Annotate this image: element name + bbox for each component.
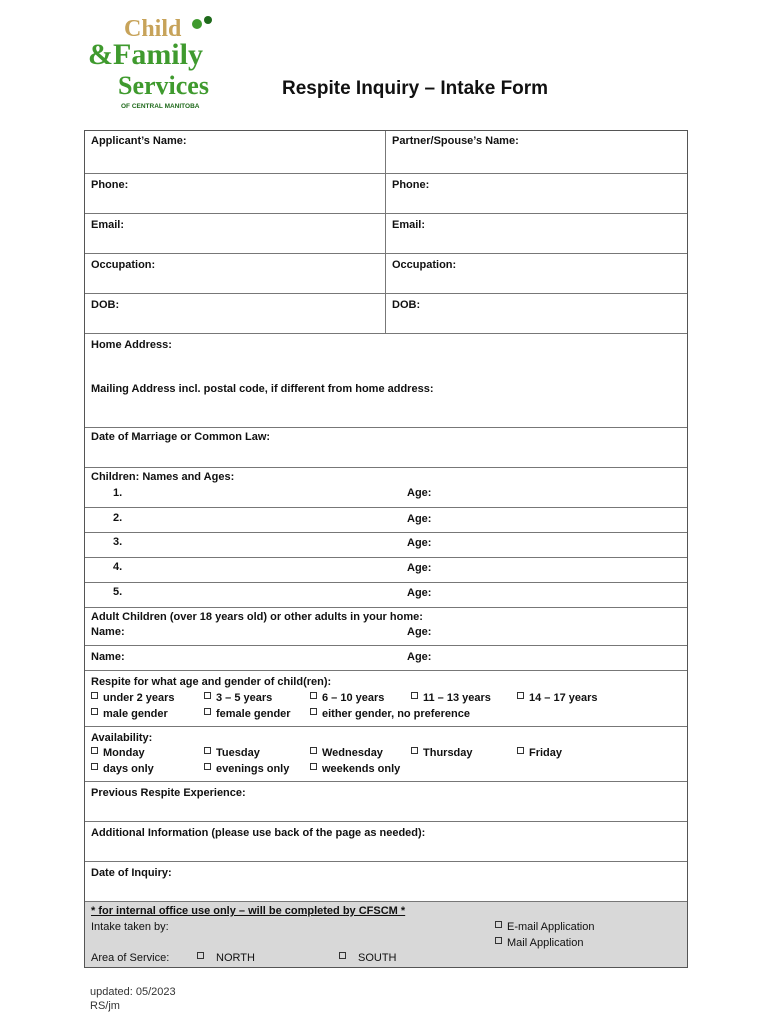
row-area-of-service (85, 953, 687, 967)
logo-line3: Services (118, 71, 209, 100)
day-option-friday[interactable]: Friday (517, 747, 562, 759)
row-email (85, 213, 687, 253)
checkbox-icon (91, 763, 98, 770)
partner-occupation-cell[interactable] (386, 254, 687, 293)
checkbox-icon (310, 763, 317, 770)
checkbox-icon (495, 937, 502, 944)
area-of-service-label: Area of Service: (91, 952, 170, 964)
partner-email-cell[interactable] (386, 214, 687, 253)
time-option-weekends[interactable]: weekends only (310, 763, 400, 775)
previous-experience-label: Previous Respite Experience: (91, 787, 246, 799)
row-occupation (85, 253, 687, 293)
day-option-monday[interactable]: Monday (91, 747, 145, 759)
office-use-note: * for internal office use only – will be completed by CFSCM * (91, 905, 406, 917)
applicant-occupation-cell[interactable] (85, 254, 386, 293)
row-availability (85, 726, 687, 781)
checkbox-icon (517, 692, 524, 699)
row-child-5[interactable] (85, 582, 687, 607)
respite-label: Respite for what age and gender of child(ren): (91, 676, 332, 688)
row-child-2[interactable] (85, 507, 687, 532)
row-child-4[interactable] (85, 557, 687, 582)
day-option-tuesday[interactable]: Tuesday (204, 747, 260, 759)
footer (90, 985, 176, 1013)
checkbox-icon (411, 692, 418, 699)
age-option-6-10[interactable]: 6 – 10 years (310, 692, 384, 704)
child-1-number: 1. (113, 487, 123, 499)
inquiry-date-label: Date of Inquiry: (91, 867, 172, 879)
row-child-1[interactable] (85, 467, 687, 507)
checkbox-icon (411, 747, 418, 754)
home-address-label: Home Address: (91, 339, 172, 351)
checkbox-icon (495, 921, 502, 928)
child-4-age-label: Age: (407, 562, 432, 574)
checkbox-icon (91, 708, 98, 715)
row-child-3[interactable] (85, 532, 687, 557)
marriage-date-label: Date of Marriage or Common Law: (91, 431, 271, 443)
checkbox-icon (517, 747, 524, 754)
checkbox-icon (91, 747, 98, 754)
age-option-11-13[interactable]: 11 – 13 years (411, 692, 491, 704)
mail-application-option[interactable]: Mail Application (495, 937, 583, 949)
partner-dob-label: DOB: (392, 299, 421, 311)
partner-phone-label: Phone: (392, 179, 430, 191)
age-option-under-2[interactable]: under 2 years (91, 692, 175, 704)
row-previous-experience[interactable] (85, 781, 687, 821)
partner-occupation-label: Occupation: (392, 259, 457, 271)
row-respite-preferences (85, 670, 687, 726)
checkbox-icon (204, 747, 211, 754)
checkbox-icon (204, 692, 211, 699)
row-additional-info[interactable] (85, 821, 687, 861)
partner-name-label: Partner/Spouse’s Name: (392, 135, 519, 147)
applicant-email-label: Email: (91, 219, 125, 231)
time-option-days[interactable]: days only (91, 763, 154, 775)
area-option-north[interactable]: NORTH (197, 952, 255, 964)
applicant-occupation-label: Occupation: (91, 259, 156, 271)
checkbox-icon (204, 708, 211, 715)
row-office-use (85, 901, 687, 953)
day-option-wednesday[interactable]: Wednesday (310, 747, 383, 759)
checkbox-icon (310, 747, 317, 754)
email-application-option[interactable]: E-mail Application (495, 921, 594, 933)
checkbox-icon (204, 763, 211, 770)
partner-name-cell[interactable] (386, 131, 687, 173)
additional-info-label: Additional Information (please use back of the page as needed): (91, 827, 426, 839)
checkbox-icon (91, 692, 98, 699)
age-option-14-17[interactable]: 14 – 17 years (517, 692, 598, 704)
availability-label: Availability: (91, 732, 153, 744)
checkbox-icon (310, 692, 317, 699)
row-adult-2[interactable] (85, 645, 687, 670)
child-1-age-label: Age: (407, 487, 432, 499)
child-3-age-label: Age: (407, 537, 432, 549)
row-address[interactable] (85, 333, 687, 427)
gender-option-either[interactable]: either gender, no preference (310, 708, 470, 720)
applicant-name-label: Applicant’s Name: (91, 135, 187, 147)
age-option-3-5[interactable]: 3 – 5 years (204, 692, 272, 704)
gender-option-male[interactable]: male gender (91, 708, 168, 720)
cfs-logo (86, 8, 232, 112)
logo-line2: &Family (88, 38, 203, 71)
adult-1-age-label: Age: (407, 626, 432, 638)
row-phone (85, 173, 687, 213)
day-option-thursday[interactable]: Thursday (411, 747, 473, 759)
child-2-age-label: Age: (407, 513, 432, 525)
checkbox-icon (339, 952, 346, 959)
area-option-south[interactable]: SOUTH (339, 952, 397, 964)
intake-form (84, 130, 688, 968)
applicant-phone-cell[interactable] (85, 174, 386, 213)
row-dob (85, 293, 687, 333)
updated-date: updated: 05/2023 (90, 986, 176, 998)
row-marriage[interactable] (85, 427, 687, 467)
applicant-dob-cell[interactable] (85, 294, 386, 333)
logo-line1: Child (124, 16, 182, 42)
gender-option-female[interactable]: female gender (204, 708, 291, 720)
row-names (85, 131, 687, 173)
applicant-phone-label: Phone: (91, 179, 129, 191)
applicant-name-cell[interactable] (85, 131, 386, 173)
partner-phone-cell[interactable] (386, 174, 687, 213)
children-label: Children: Names and Ages: (91, 471, 235, 483)
adult-2-name-label: Name: (91, 651, 125, 663)
row-inquiry-date[interactable] (85, 861, 687, 901)
checkbox-icon (197, 952, 204, 959)
adults-label: Adult Children (over 18 years old) or other adults in your home: (91, 611, 423, 623)
child-2-number: 2. (113, 512, 123, 524)
applicant-email-cell[interactable] (85, 214, 386, 253)
adult-1-name-label: Name: (91, 626, 125, 638)
row-adult-1[interactable] (85, 607, 687, 645)
partner-dob-cell[interactable] (386, 294, 687, 333)
applicant-dob-label: DOB: (91, 299, 120, 311)
time-option-evenings[interactable]: evenings only (204, 763, 289, 775)
author-initials: RS/jm (90, 1000, 120, 1012)
cfs-logo-graphic (86, 8, 232, 112)
form-title: Respite Inquiry – Intake Form (282, 78, 549, 99)
checkbox-icon (310, 708, 317, 715)
partner-email-label: Email: (392, 219, 426, 231)
mailing-address-label: Mailing Address incl. postal code, if different from home address: (91, 383, 434, 395)
adult-2-age-label: Age: (407, 651, 432, 663)
child-5-number: 5. (113, 586, 123, 598)
child-4-number: 4. (113, 561, 123, 573)
child-3-number: 3. (113, 536, 123, 548)
logo-line4: OF CENTRAL MANITOBA (121, 103, 200, 110)
intake-taken-by-label: Intake taken by: (91, 921, 169, 933)
child-5-age-label: Age: (407, 587, 432, 599)
